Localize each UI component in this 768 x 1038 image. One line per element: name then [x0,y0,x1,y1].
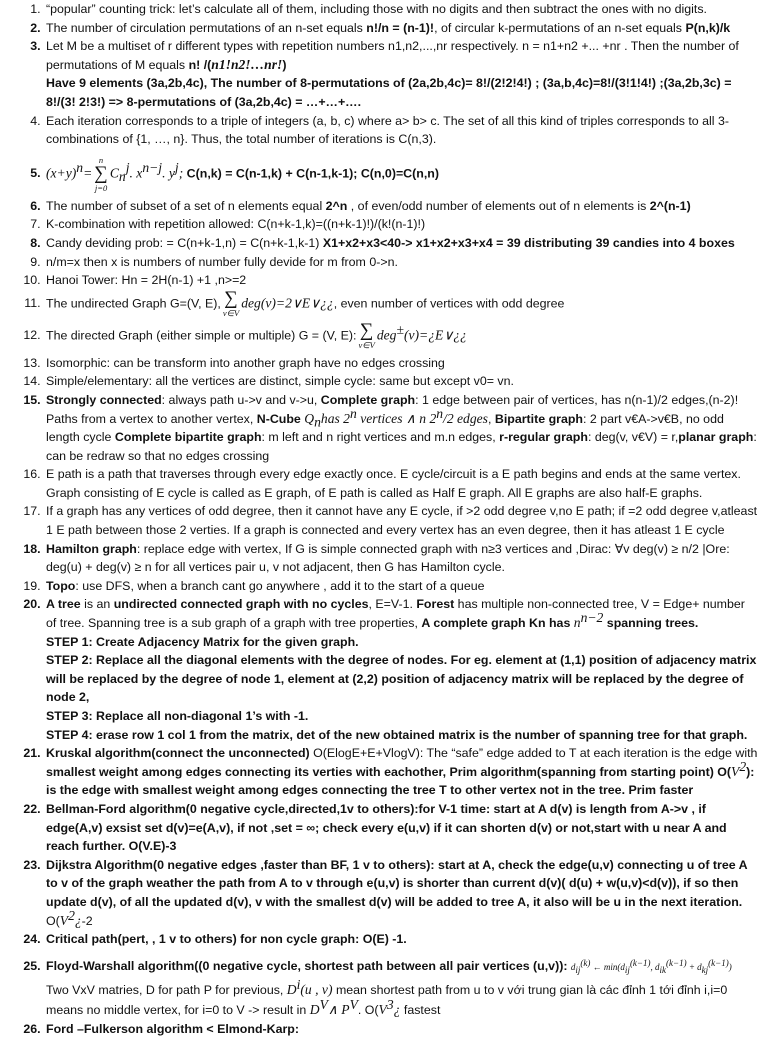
note-math-sub: n [314,413,321,429]
note-14 [44,372,758,391]
note-math: /2 edges [443,410,488,426]
formula-sup: (k) [580,957,591,968]
note-bold: C(n,k) = C(n-1,k) + C(n-1,k-1); C(n,0)=C(n,n) [183,166,439,181]
note-bold: N-Cube [256,411,301,426]
formula-sub: ik [659,964,666,975]
note-text: mean shortest path from u to v với trung gian là các đỉnh 1 tới đỉnh i,i=0 means no middle vertex, for i=0 to V -> result in [46,982,728,1017]
note-13 [44,354,758,373]
note-bold: r-regular graph [499,430,588,445]
note-bold: Ford –Fulkerson algorithm < Elmond-Karp: [46,1021,299,1036]
formula-part: , d [650,961,660,972]
formula-sup: (k−1) [666,957,687,968]
note-text: : replace edge with vertex, If G is simple connected graph with n≥3 vertices and ,Dirac: ∀v deg(v) ≥ n/2 |Ore: deg(u) + deg(v) ≥ n for all vertices pair u, v not adjacent, then G has Hamilton cycle. [46,541,730,575]
note-math: (x+y) [46,165,77,181]
note-math: V [378,1001,387,1017]
note-bold: 2^n [325,198,348,213]
note-bold: Topo [46,578,76,593]
note-3 [44,37,758,111]
note-math: vertices ∧ n 2 [360,410,437,426]
note-25 [44,953,758,1020]
note-bold: Dijkstra Algorithm(0 negative edges ,faster than BF, 1 v to others): start at A, check the edge(u,v) connecting u of tree A to v of the graph weather the path from A to v through e(u,v) is shorter than current d(v)( d(u) + w(u,v)<d(v)), if so then update d(v), of all the updated d(v), v with the smallest d(v) will be added to tree A, it also will be u in the next iteration. [46,857,748,909]
note-math: Q [304,410,315,426]
formula-part: + d [686,961,702,972]
note-text: n/m=x then x is numbers of number fully devide for m from 0->n. [46,254,398,269]
floyd-formula [570,957,732,975]
note-math: (v)=¿E∨¿¿ [403,327,467,342]
sum-symbol [358,319,375,350]
note-math: (u , v) [300,981,333,997]
note-math-sup: j [125,159,130,175]
note-text: The number of subset of a set of n elements equal [46,198,326,213]
note-5 [44,155,758,193]
note-text: : always path u->v and v->u, [161,392,321,407]
note-text: Candy deviding prob: = C(n+k-1,n) = C(n+k-1,k-1) [46,235,323,250]
note-8 [44,234,758,253]
note-text: If a graph has any vertices of odd degree, then it cannot have any E cycle, if >2 odd degree v,no E path; if =2 odd degree v,atleast 1 E path between those 2 verties. If a graph is connected and every vertex has an even degree, then it has atleast 1 E cycle [46,504,758,538]
note-math-sup: n [76,159,84,175]
note-math: ¿ [74,912,82,928]
sum-symbol [222,287,240,318]
note-1 [44,0,758,19]
note-bold: smallest weight among edges connecting its verties with eachother, Prim algorithm(spanning from starting point) O( [46,764,732,779]
note-math-sup: ± [396,321,404,337]
note-bold: A complete graph Kn has [421,616,574,631]
note-text: fastest [400,1002,441,1017]
formula-sup: (k−1) [629,957,651,968]
note-bold: O(V.E)-3 [128,839,177,854]
note-text: “popular” counting trick: let’s calculate all of them, including those with no digits and then subtract the ones with no digits. [46,2,707,16]
note-bold: undirected connected graph with no cycles [113,597,369,612]
note-text: , of circular k-permutations of an n-set equals [434,20,686,35]
sigma-icon: ∑ [224,287,238,309]
note-19 [44,577,758,596]
formula-sub: kj [701,964,709,975]
note-bold-line: Have 9 elements (3a,2b,4c), The number of 8-permutations of (2a,2b,4c)= 8!/(2!2!4!) ; (3a,b,4c)=8!/(3!1!4!) ;(3a,2b,3c) = 8!/(3! 2!3!) => 8-permutations of (3a,2b,4c) = …+…+…. [46,76,732,109]
note-16 [44,465,758,502]
formula-part: d [570,961,576,972]
note-bold: Bipartite graph [494,411,583,426]
note-text: Hanoi Tower: Hn = 2H(n-1) +1 ,n>=2 [46,273,247,288]
note-math: . y [162,165,175,181]
note-math-sup: V [319,996,328,1012]
note-math-sup: n [349,405,357,421]
note-bold: Bellman-Ford algorithm(0 negative cycle,directed,1v to others):for V-1 time: start at A d(v) is length from A->v , if edge(A,v) exsist set d(v)=e(A,v), if not ,set = ∞; check every e(u,v) if it can shorten d(v) or not,start with u near A and reach further. [46,801,727,854]
sigma-icon: ∑ [94,162,108,184]
note-math-sup: n [436,405,444,421]
spanning-step-1: STEP 1: Create Adjacency Matrix for the given graph. [46,634,359,649]
note-bold: 2^(n-1) [649,198,691,213]
note-text: Isomorphic: can be transform into another graph have no edges crossing [46,355,445,370]
note-math: = [83,165,93,181]
sum-lower-limit: v∈V [358,339,375,350]
note-20 [44,595,758,744]
note-15 [44,391,758,465]
note-math-sub: n [118,168,126,184]
note-math: ; [178,165,184,181]
sum-lower-limit: v∈V [222,307,240,318]
floyd-description [46,976,758,1020]
note-math: ¿ [393,1001,401,1017]
note-text: , [487,411,495,426]
note-math: D [309,1001,320,1017]
note-text: O(ElogE+E+VlogV): The “safe” edge added to T at each iteration is the edge with [309,746,758,761]
note-bold: ): is the edge with smallest weight among edges connecting the tree T to other vertex not in the tree. Prim faster [46,764,755,798]
note-4 [44,112,758,149]
note-math: V [59,912,69,928]
note-text: : 1 edge between pair of vertices, has n(n-1)/2 edges,(n-2)! Paths from a vertex to another vertex, [46,392,739,426]
note-bold: Hamilton graph [46,541,137,556]
note-6 [44,197,758,216]
note-bold: P(n,k)/k [685,20,731,35]
note-26 [44,1020,758,1038]
note-21 [44,744,758,800]
sum-lower-limit: j=0 [94,182,108,193]
note-22 [44,800,758,856]
sum-upper-limit: n [98,154,104,165]
note-math-sup: 2 [68,907,75,923]
note-7 [44,215,758,234]
spanning-step-4: STEP 4: erase row 1 col 1 from the matrix, det of the new obtained matrix is the number of spanning tree for that graph. [46,727,748,742]
note-17 [44,502,758,539]
note-math: has 2 [320,410,350,426]
formula-sup: (k−1) [708,957,729,968]
note-text: , of even/odd number of elements out of n elements is [347,198,650,213]
note-10 [44,271,758,290]
note-text: Simple/elementary: all the vertices are distinct, simple cycle: same but except v0= vn. [46,374,514,389]
note-text: , even number of vertices with odd degree [333,296,565,310]
note-text: is an [80,597,114,612]
spanning-step-2: STEP 2: Replace all the diagonal elements with the degree of nodes. For eg. element at (1,1) position of adjacency matrix will be replaced by the degree of node 1, element at (2,2) position of adjacency matrix will be replaced by the degree of node 2, [46,653,757,705]
note-text: The undirected Graph G=(V, E), [46,296,221,310]
note-math: deg(v)=2∨E∨¿¿ [241,295,334,310]
note-math-sup: V [349,996,358,1012]
note-math: n [573,615,581,631]
note-text: K-combination with repetition allowed: C(n+k-1,k)=((n+k-1)!)/(k!(n-1)!) [46,217,426,232]
note-text: The directed Graph (either simple or multiple) G = (V, E): [46,328,357,342]
note-text: , E=V-1. [368,597,417,612]
note-bold: A tree [46,597,81,612]
note-text: Each iteration corresponds to a triple of integers (a, b, c) where a> b> c. The set of all this kind of triples corresponds to all 3-combinations of {1, …, n}. Thus, the total number of iterations is C(n,3). [46,113,729,147]
note-text: has multiple non-connected tree, V = Edge+ number of tree. Spanning tree is a sub graph of a graph with tree properties, [46,597,745,631]
note-bold: spanning trees. [603,616,699,631]
note-math-sup: j [174,159,179,175]
formula-part: ← min(d [590,961,625,972]
note-bold: Floyd-Warshall algorithm((0 negative cycle, shortest path between all pair vertices (u,v)): [46,958,568,973]
note-24 [44,930,758,949]
note-2 [44,19,758,38]
spanning-step-3: STEP 3: Replace all non-diagonal 1’s with -1. [46,709,309,723]
note-text: Let M be a multiset of r different types with repetition numbers n1,n2,...,nr respectively. n = n1+n2 +... +nr . Then the number of permutations of M equals [46,39,739,72]
note-18 [44,540,758,577]
note-text: E path is a path that traverses through every edge exactly once. E cycle/circuit is a E path begins and ends at the same vertex. Graph consisting of E cycle is called as E graph, of E path is called as Half E graph. All E graphs are also half-E graphs. [46,467,741,500]
note-math: D [286,981,297,997]
sigma-icon: ∑ [359,319,374,341]
note-bold: Kruskal algorithm(connect the unconnected) [46,746,310,761]
note-bold: X1+x2+x3<40-> x1+x2+x3+x4 = 39 distributing 39 candies into 4 boxes [322,235,735,250]
note-math-sup: 2 [739,758,747,774]
note-12 [44,319,758,350]
note-bold: ) [282,57,287,72]
note-math: n1!n2!…nr! [211,56,283,72]
formula-sub: ij [624,964,630,975]
note-text: Two VxV matries, D for path P for previous, [46,982,287,997]
note-math-sup: n−j [142,159,163,175]
note-text: : m left and n right vertices and m.n edges, [261,430,500,445]
note-text: : 2 part v€A->v€B, no odd length cycle [46,411,724,445]
note-math: C [109,165,119,181]
note-bold: Critical path(pert, , 1 v to others) for non cycle graph: O(E) -1. [46,932,407,947]
note-text: -2 [81,913,93,928]
note-math: V [731,763,740,779]
note-text: . O( [357,1002,379,1017]
formula-part: ) [728,961,732,972]
note-bold: n!/n = (n-1)! [366,20,435,35]
note-9 [44,253,758,272]
note-math-sup: n−2 [580,609,604,625]
note-11 [44,287,758,318]
note-math: deg [376,327,397,342]
note-math: ∧ P [327,1001,350,1017]
note-bold: Forest [416,597,455,612]
note-bold: Complete bipartite graph [114,430,262,445]
note-text: : can be redraw so that no edges crossing [46,430,757,463]
note-math-sup: i [296,976,301,992]
note-text: : use DFS, when a branch cant go anywhere , add it to the start of a queue [75,578,485,593]
sum-symbol [94,155,108,193]
note-bold: Strongly connected [46,392,162,407]
formula-sub: ij [575,964,581,975]
note-text: O( [46,913,60,928]
note-bold: Complete graph [320,392,416,407]
note-text: The number of circulation permutations of an n-set equals [46,20,367,35]
note-23 [44,856,758,930]
note-text: : deg(v, v€V) = r, [587,430,679,445]
note-bold: planar graph [678,430,754,445]
note-bold: n! /( [188,57,212,72]
note-math: . x [129,165,143,181]
note-math-sup: 3 [386,996,394,1012]
